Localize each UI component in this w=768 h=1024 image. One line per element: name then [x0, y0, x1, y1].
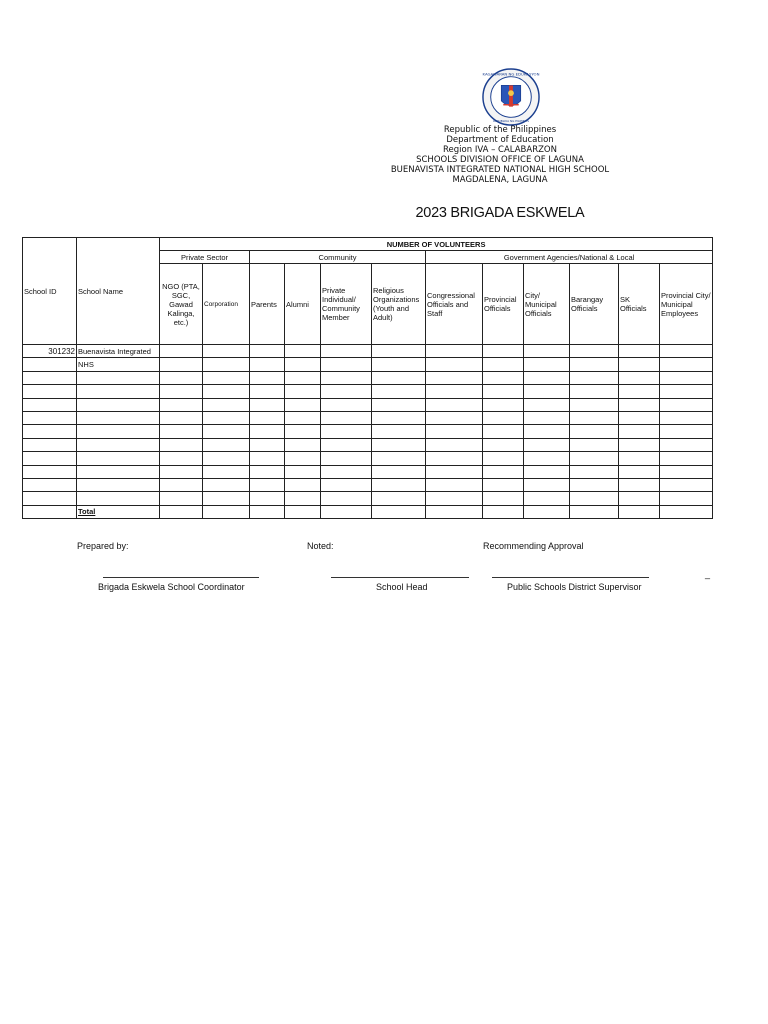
col-header-congressional: Congressional Officials and Staff	[426, 264, 483, 345]
table-cell[interactable]	[285, 398, 321, 411]
supervisor-signature-line	[492, 577, 649, 578]
document-title: 2023 BRIGADA ESKWELA	[415, 205, 585, 221]
table-cell[interactable]	[619, 425, 660, 438]
deped-seal-logo	[482, 68, 540, 126]
table-cell[interactable]	[524, 398, 570, 411]
table-cell[interactable]	[285, 425, 321, 438]
table-cell[interactable]	[203, 492, 250, 505]
trailing-dash: _	[705, 569, 711, 579]
table-cell[interactable]	[524, 425, 570, 438]
table-cell[interactable]	[285, 478, 321, 491]
table-cell[interactable]	[524, 371, 570, 384]
table-cell[interactable]	[570, 371, 619, 384]
table-cell[interactable]	[285, 465, 321, 478]
table-cell[interactable]	[619, 478, 660, 491]
table-cell[interactable]	[619, 358, 660, 371]
col-header-parents: Parents	[250, 264, 285, 345]
total-label: Total	[77, 505, 160, 518]
table-cell[interactable]	[203, 345, 250, 358]
table-cell[interactable]	[77, 411, 160, 424]
table-row	[23, 492, 713, 505]
table-cell[interactable]	[77, 452, 160, 465]
table-row	[23, 465, 713, 478]
table-cell[interactable]	[285, 492, 321, 505]
table-cell[interactable]	[483, 411, 524, 424]
table-cell[interactable]	[321, 452, 372, 465]
col-header-provincial-city: Provincial City/ Municipal Employees	[660, 264, 713, 345]
table-cell[interactable]	[483, 425, 524, 438]
table-cell[interactable]	[426, 492, 483, 505]
table-row	[23, 371, 713, 384]
table-cell[interactable]	[23, 371, 77, 384]
letterhead-line: SCHOOLS DIVISION OFFICE OF LAGUNA	[416, 155, 584, 165]
table-cell[interactable]	[426, 438, 483, 451]
col-header-school-name: School Name	[77, 238, 160, 345]
table-cell[interactable]	[321, 425, 372, 438]
table-cell[interactable]	[321, 438, 372, 451]
table-cell[interactable]	[570, 425, 619, 438]
table-cell[interactable]	[285, 411, 321, 424]
table-cell[interactable]	[250, 492, 285, 505]
table-cell[interactable]	[426, 452, 483, 465]
table-cell[interactable]	[250, 452, 285, 465]
table-cell[interactable]	[77, 465, 160, 478]
group-government: Government Agencies/National & Local	[426, 251, 713, 264]
table-cell[interactable]	[321, 371, 372, 384]
table-cell[interactable]	[23, 385, 77, 398]
table-cell[interactable]	[524, 492, 570, 505]
table-cell[interactable]	[660, 345, 713, 358]
table-cell[interactable]	[426, 385, 483, 398]
table-cell[interactable]	[23, 505, 77, 518]
table-cell[interactable]	[250, 425, 285, 438]
table-cell[interactable]	[483, 505, 524, 518]
table-cell[interactable]	[250, 398, 285, 411]
table-cell[interactable]	[250, 385, 285, 398]
table-cell[interactable]	[285, 385, 321, 398]
table-row	[23, 505, 713, 518]
table-cell[interactable]	[619, 452, 660, 465]
table-cell[interactable]	[570, 411, 619, 424]
table-row	[23, 385, 713, 398]
table-cell[interactable]	[619, 411, 660, 424]
table-cell[interactable]	[426, 345, 483, 358]
seal-top-text: KAGAWARAN NG EDUKASYON	[482, 71, 540, 77]
table-cell[interactable]	[250, 505, 285, 518]
table-cell[interactable]	[524, 358, 570, 371]
table-cell[interactable]	[23, 438, 77, 451]
table-cell[interactable]	[619, 398, 660, 411]
noted-label: Noted:	[307, 541, 334, 551]
table-cell[interactable]	[483, 358, 524, 371]
table-cell[interactable]	[372, 398, 426, 411]
letterhead	[370, 125, 630, 185]
table-cell[interactable]	[23, 452, 77, 465]
table-cell[interactable]	[372, 358, 426, 371]
table-cell[interactable]	[619, 371, 660, 384]
table-cell[interactable]	[321, 478, 372, 491]
table-cell[interactable]	[524, 385, 570, 398]
table-row	[23, 398, 713, 411]
table-cell[interactable]	[77, 478, 160, 491]
letterhead-line: MAGDALENA, LAGUNA	[452, 175, 548, 185]
col-header-city: City/ Municipal Officials	[524, 264, 570, 345]
table-cell[interactable]	[77, 438, 160, 451]
table-cell[interactable]	[524, 465, 570, 478]
table-cell[interactable]	[285, 345, 321, 358]
table-cell[interactable]	[426, 411, 483, 424]
table-cell[interactable]	[203, 385, 250, 398]
table-cell[interactable]	[372, 385, 426, 398]
table-cell[interactable]	[250, 345, 285, 358]
table-cell[interactable]	[483, 345, 524, 358]
table-cell[interactable]	[77, 398, 160, 411]
table-cell[interactable]	[660, 425, 713, 438]
table-cell[interactable]	[203, 438, 250, 451]
table-cell[interactable]	[321, 385, 372, 398]
letterhead-line: Department of Education	[446, 135, 554, 145]
table-cell[interactable]	[372, 345, 426, 358]
table-cell[interactable]	[524, 452, 570, 465]
prepared-by-label: Prepared by:	[77, 541, 129, 551]
table-cell[interactable]	[160, 425, 203, 438]
table-cell[interactable]	[483, 452, 524, 465]
table-cell[interactable]	[660, 478, 713, 491]
table-cell[interactable]	[203, 358, 250, 371]
table-cell[interactable]	[77, 385, 160, 398]
table-cell[interactable]	[285, 505, 321, 518]
table-cell[interactable]	[483, 371, 524, 384]
table-cell[interactable]	[77, 371, 160, 384]
table-cell[interactable]	[524, 478, 570, 491]
table-cell[interactable]	[619, 465, 660, 478]
table-cell[interactable]	[23, 478, 77, 491]
table-cell[interactable]	[426, 465, 483, 478]
table-cell[interactable]	[570, 478, 619, 491]
table-cell[interactable]	[160, 371, 203, 384]
table-cell[interactable]	[524, 438, 570, 451]
table-cell[interactable]	[483, 385, 524, 398]
table-cell[interactable]	[660, 465, 713, 478]
school-id-cell[interactable]: 301232	[23, 345, 77, 358]
table-cell[interactable]	[619, 345, 660, 358]
table-cell[interactable]	[321, 411, 372, 424]
table-cell[interactable]	[250, 358, 285, 371]
table-cell[interactable]	[203, 478, 250, 491]
col-header-ngo: NGO (PTA, SGC, Gawad Kalinga, etc.)	[160, 264, 203, 345]
coordinator-title: Brigada Eskwela School Coordinator	[98, 582, 245, 592]
table-cell[interactable]	[160, 478, 203, 491]
table-cell[interactable]	[160, 358, 203, 371]
table-cell[interactable]	[203, 452, 250, 465]
table-cell[interactable]	[160, 398, 203, 411]
letterhead-line: BUENAVISTA INTEGRATED NATIONAL HIGH SCHOOL	[390, 165, 610, 175]
table-cell[interactable]	[372, 492, 426, 505]
table-cell[interactable]	[160, 505, 203, 518]
col-header-alumni: Alumni	[285, 264, 321, 345]
col-header-sk: SK Officials	[619, 264, 660, 345]
seal-bottom-text: REPUBLIKA NG PILIPINAS	[493, 119, 529, 124]
table-cell[interactable]	[426, 478, 483, 491]
col-header-provincial: Provincial Officials	[483, 264, 524, 345]
table-cell[interactable]	[285, 358, 321, 371]
table-cell[interactable]	[660, 411, 713, 424]
table-cell[interactable]	[372, 371, 426, 384]
table-cell[interactable]	[250, 371, 285, 384]
table-row	[23, 478, 713, 491]
table-cell[interactable]	[203, 505, 250, 518]
coordinator-signature-line	[103, 577, 259, 578]
table-cell[interactable]	[23, 398, 77, 411]
col-header-school-id: School ID	[23, 238, 77, 345]
school-name-cell-continued[interactable]: NHS	[77, 358, 160, 371]
table-cell[interactable]	[250, 411, 285, 424]
table-row	[23, 438, 713, 451]
col-header-religious: Religious Organizations (Youth and Adult)	[372, 264, 426, 345]
table-cell[interactable]	[619, 438, 660, 451]
table-cell[interactable]	[160, 452, 203, 465]
table-cell[interactable]	[660, 385, 713, 398]
table-cell[interactable]	[77, 492, 160, 505]
table-cell[interactable]	[203, 371, 250, 384]
table-cell[interactable]	[660, 358, 713, 371]
col-header-private-individual: Private Individual/ Community Member	[321, 264, 372, 345]
recommending-approval-label: Recommending Approval	[483, 541, 584, 551]
table-cell[interactable]	[160, 492, 203, 505]
table-cell[interactable]	[570, 505, 619, 518]
school-head-signature-line	[331, 577, 469, 578]
supervisor-title: Public Schools District Supervisor	[507, 582, 642, 592]
table-cell[interactable]	[426, 505, 483, 518]
table-cell[interactable]	[321, 465, 372, 478]
table-cell[interactable]	[660, 505, 713, 518]
volunteers-table	[22, 237, 713, 519]
table-cell[interactable]	[321, 345, 372, 358]
table-cell[interactable]	[23, 425, 77, 438]
table-row	[23, 411, 713, 424]
table-cell[interactable]	[570, 465, 619, 478]
table-cell[interactable]	[426, 371, 483, 384]
table-cell[interactable]	[483, 438, 524, 451]
table-row	[23, 425, 713, 438]
table-cell[interactable]	[321, 492, 372, 505]
table-cell[interactable]	[426, 425, 483, 438]
table-cell[interactable]	[524, 345, 570, 358]
table-cell[interactable]	[426, 398, 483, 411]
table-cell[interactable]	[203, 398, 250, 411]
table-cell[interactable]	[23, 465, 77, 478]
table-cell[interactable]	[372, 465, 426, 478]
table-cell[interactable]	[372, 478, 426, 491]
table-cell[interactable]	[203, 411, 250, 424]
table-cell[interactable]	[372, 438, 426, 451]
col-header-barangay: Barangay Officials	[570, 264, 619, 345]
table-cell[interactable]	[321, 398, 372, 411]
table-cell[interactable]	[250, 465, 285, 478]
col-header-corporation: Corporation	[203, 264, 250, 345]
table-cell[interactable]	[285, 371, 321, 384]
table-cell[interactable]	[570, 452, 619, 465]
table-cell[interactable]	[160, 345, 203, 358]
table-cell[interactable]	[570, 385, 619, 398]
letterhead-line: Region IVA – CALABARZON	[443, 145, 557, 155]
table-cell[interactable]	[570, 358, 619, 371]
table-cell[interactable]	[23, 492, 77, 505]
table-cell[interactable]	[203, 465, 250, 478]
table-cell[interactable]	[372, 425, 426, 438]
table-cell[interactable]	[660, 438, 713, 451]
table-cell[interactable]	[660, 398, 713, 411]
group-private-sector: Private Sector	[160, 251, 250, 264]
table-row	[23, 452, 713, 465]
table-cell[interactable]	[321, 358, 372, 371]
table-cell[interactable]	[619, 505, 660, 518]
table-cell[interactable]	[660, 371, 713, 384]
table-cell[interactable]	[372, 452, 426, 465]
table-cell[interactable]	[160, 438, 203, 451]
table-cell[interactable]	[483, 492, 524, 505]
table-cell[interactable]	[570, 438, 619, 451]
table-cell[interactable]	[619, 385, 660, 398]
table-cell[interactable]	[524, 411, 570, 424]
table-cell[interactable]	[23, 411, 77, 424]
table-cell[interactable]	[570, 345, 619, 358]
table-cell[interactable]	[483, 465, 524, 478]
table-cell[interactable]	[285, 438, 321, 451]
table-cell[interactable]	[570, 398, 619, 411]
table-cell[interactable]	[426, 358, 483, 371]
table-cell[interactable]	[660, 452, 713, 465]
number-of-volunteers-header: NUMBER OF VOLUNTEERS	[160, 238, 713, 251]
table-row	[23, 345, 713, 358]
table-cell[interactable]	[483, 398, 524, 411]
table-cell[interactable]	[250, 478, 285, 491]
table-cell[interactable]	[524, 505, 570, 518]
school-head-title: School Head	[376, 582, 428, 592]
table-cell[interactable]	[660, 492, 713, 505]
table-cell[interactable]	[250, 438, 285, 451]
table-cell[interactable]	[321, 505, 372, 518]
table-cell[interactable]	[160, 411, 203, 424]
table-cell[interactable]	[619, 492, 660, 505]
table-cell[interactable]	[23, 358, 77, 371]
table-cell[interactable]	[285, 452, 321, 465]
table-cell[interactable]	[203, 425, 250, 438]
school-name-cell[interactable]: Buenavista Integrated	[77, 345, 160, 358]
table-cell[interactable]	[570, 492, 619, 505]
table-cell[interactable]	[160, 465, 203, 478]
letterhead-line: Republic of the Philippines	[443, 125, 557, 135]
table-row	[23, 358, 713, 371]
table-cell[interactable]	[372, 411, 426, 424]
table-cell[interactable]	[77, 425, 160, 438]
group-community: Community	[250, 251, 426, 264]
table-cell[interactable]	[372, 505, 426, 518]
table-cell[interactable]	[160, 385, 203, 398]
table-cell[interactable]	[483, 478, 524, 491]
